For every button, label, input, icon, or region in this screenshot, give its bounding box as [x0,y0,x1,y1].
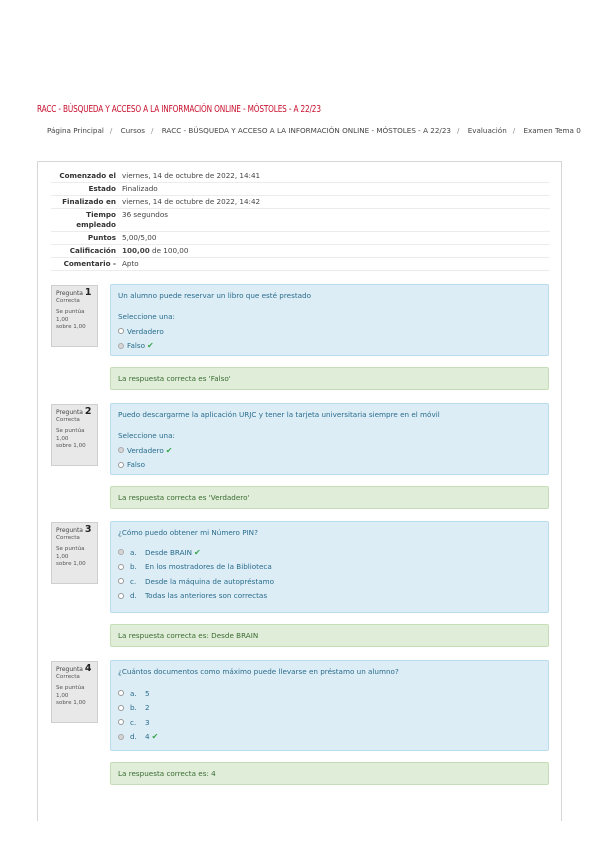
breadcrumb-exam[interactable]: Examen Tema 0 [523,126,581,135]
points-value: 5,00/5,00 [119,232,550,245]
question-label: Pregunta [56,527,83,534]
answer-option[interactable] [118,339,541,354]
question-text: Puedo descargarme la aplicación URJC y tener la tarjeta universitaria siempre en el móvil [118,410,440,419]
question-score-2: sobre 1,00 [56,700,86,706]
answer-option[interactable] [118,443,541,458]
attempt-summary [51,170,550,271]
feedback-box: La respuesta correcta es: 4 [110,762,549,785]
question-number: 2 [84,406,92,417]
option-text: 4 [145,732,150,742]
answer-option[interactable] [118,715,541,730]
question-status: Correcta [56,673,80,680]
answer-option[interactable] [118,560,541,575]
radio-icon[interactable] [118,578,124,584]
option-letter: d. [130,732,137,742]
question-info [51,522,98,584]
time-label-line1: Tiempo [86,210,116,219]
question-score-1: Se puntúa 1,00 [56,546,85,560]
comment-value: Apto [119,258,550,271]
answer-option[interactable] [118,458,541,473]
feedback-box: La respuesta correcta es 'Falso' [110,367,549,390]
question-score-1: Se puntúa 1,00 [56,309,85,323]
question-box [110,403,549,475]
option-text: Desde la máquina de autopréstamo [145,576,275,586]
question-score-1: Se puntúa 1,00 [56,685,85,699]
question-status: Correcta [56,297,80,304]
question-text: Un alumno puede reservar un libro que esté prestado [118,291,311,300]
breadcrumb-evaluation[interactable]: Evaluación [467,126,507,135]
grade-value-rest: de 100,00 [149,246,189,255]
question-label: Pregunta [56,666,83,673]
option-text: 5 [145,688,150,698]
question-score-2: sobre 1,00 [56,443,86,449]
option-letter: a. [130,547,137,557]
radio-icon[interactable] [118,462,124,468]
radio-icon[interactable] [118,564,124,570]
radio-icon[interactable] [118,593,124,599]
question-score-2: sobre 1,00 [56,324,86,330]
question-number: 4 [84,663,92,674]
radio-icon[interactable] [118,549,124,555]
question-box [110,284,549,356]
question-box [110,521,549,613]
question-status: Correcta [56,534,80,541]
question-score-2: sobre 1,00 [56,561,86,567]
time-label [51,209,119,232]
answer-option[interactable] [118,730,541,745]
option-letter: a. [130,688,137,698]
radio-icon[interactable] [118,734,124,740]
question-prompt: Seleccione una: [118,431,175,440]
question-label: Pregunta [56,290,83,297]
question-info [51,404,98,466]
option-text: Desde BRAIN [145,547,193,557]
option-letter: c. [130,717,137,727]
time-label-line2: empleado [76,220,116,229]
check-icon: ✔ [151,732,159,742]
breadcrumb-courses[interactable]: Cursos [120,126,145,135]
answer-option[interactable] [118,686,541,701]
option-letter: b. [130,562,137,572]
question-number: 3 [84,524,92,535]
radio-icon[interactable] [118,328,124,334]
radio-icon[interactable] [118,705,124,711]
question-label: Pregunta [56,409,83,416]
answer-option[interactable] [118,701,541,716]
question-prompt: Seleccione una: [118,312,175,321]
option-text: Verdadero [127,326,164,336]
option-text: Falso [127,341,146,351]
option-letter: b. [130,703,137,713]
question-status: Correcta [56,416,80,423]
breadcrumb: Página Principal / Cursos / RACC - BÚSQUEDA Y ACCESO A LA INFORMACIÓN ONLINE - MÓSTOLES - A 22/23 / Evaluación / Examen Tema 0 [47,126,581,135]
check-icon: ✔ [165,445,173,455]
breadcrumb-home[interactable]: Página Principal [47,126,104,135]
question-score-1: Se puntúa 1,00 [56,428,85,442]
grade-label: Calificación [51,245,119,258]
started-value: viernes, 14 de octubre de 2022, 14:41 [119,170,550,183]
state-label: Estado [51,183,119,196]
grade-value [119,245,550,258]
points-label: Puntos [51,232,119,245]
option-letter: d. [130,591,137,601]
question-info [51,285,98,347]
finished-label: Finalizado en [51,196,119,209]
answer-option[interactable] [118,589,541,604]
question-info [51,661,98,723]
grade-value-bold: 100,00 [122,246,150,255]
feedback-box: La respuesta correcta es: Desde BRAIN [110,624,549,647]
option-text: 2 [145,703,150,713]
question-text: ¿Cómo puedo obtener mi Número PIN? [118,528,258,537]
answer-option[interactable] [118,574,541,589]
option-text: En los mostradores de la Biblioteca [145,562,272,572]
option-text: Falso [127,460,146,470]
state-value: Finalizado [119,183,550,196]
radio-icon[interactable] [118,719,124,725]
radio-icon[interactable] [118,447,124,453]
comment-label: Comentario - [51,258,119,271]
question-number: 1 [84,287,92,298]
check-icon: ✔ [147,341,154,351]
breadcrumb-course[interactable]: RACC - BÚSQUEDA Y ACCESO A LA INFORMACIÓN ONLINE - MÓSTOLES - A 22/23 [161,126,451,135]
question-text: ¿Cuántos documentos como máximo puede llevarse en préstamo un alumno? [118,667,399,676]
radio-icon[interactable] [118,690,124,696]
feedback-box: La respuesta correcta es 'Verdadero' [110,486,549,509]
option-letter: c. [130,576,137,586]
question-box [110,660,549,751]
started-label: Comenzado el [51,170,119,183]
time-value: 36 segundos [119,209,550,232]
finished-value: viernes, 14 de octubre de 2022, 14:42 [119,196,550,209]
answer-option[interactable] [118,324,541,339]
option-text: Todas las anteriores son correctas [145,591,268,601]
option-text: 3 [145,717,150,727]
answer-option[interactable] [118,545,541,560]
option-text: Verdadero [127,445,164,455]
course-title[interactable]: RACC - BÚSQUEDA Y ACCESO A LA INFORMACIÓN ONLINE - MÓSTOLES - A 22/23 [37,104,321,115]
check-icon: ✔ [194,547,201,557]
radio-icon[interactable] [118,343,124,349]
